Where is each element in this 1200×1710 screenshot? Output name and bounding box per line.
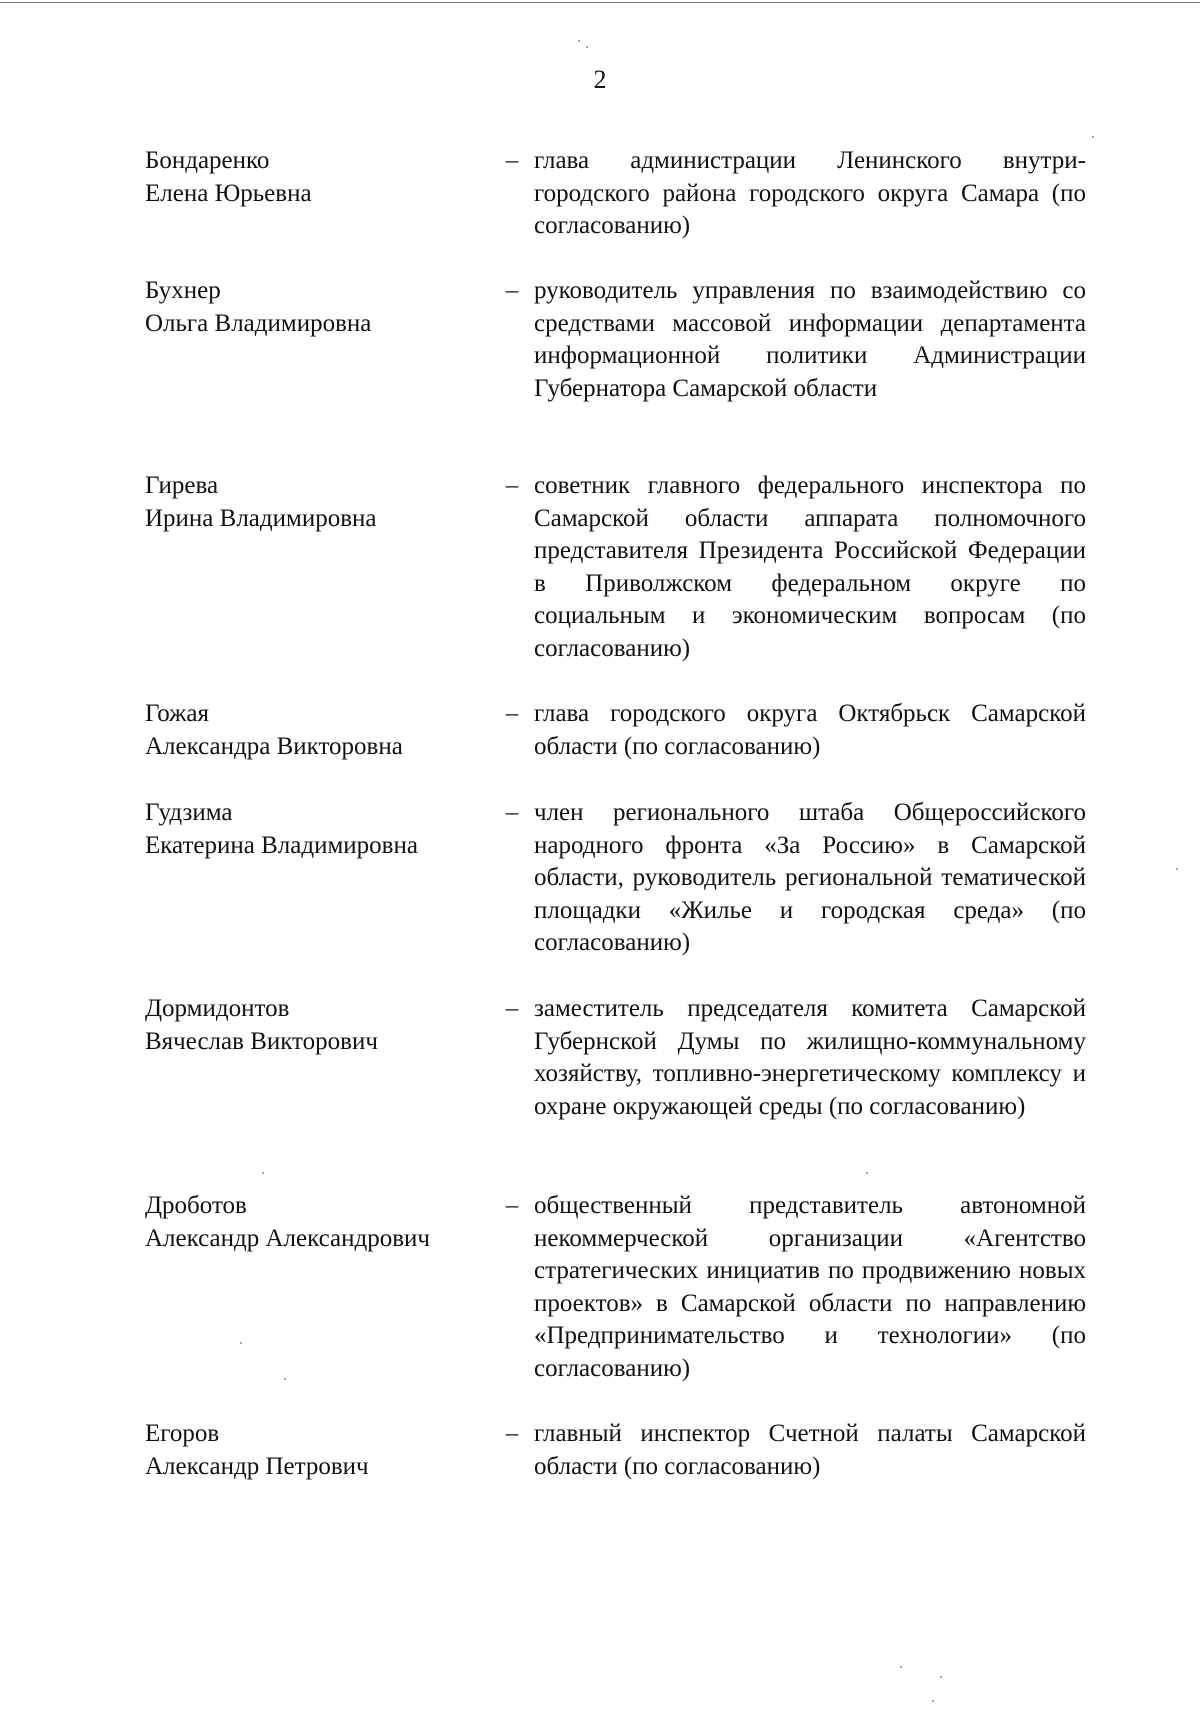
member-surname: Бондаренко <box>145 147 270 174</box>
member-name <box>145 797 485 862</box>
member-role: советник главного федерального инспектора по Самарской области аппарата полномочного представителя Президента Российской Федерации в Приволжском федеральном округе по социальным и экономическим вопросам (по согласованию) <box>534 472 1086 662</box>
member-surname: Гирева <box>145 472 219 499</box>
dash: – <box>505 799 519 826</box>
scan-speck <box>284 1378 286 1380</box>
member-surname: Гожая <box>145 700 210 727</box>
member-name <box>145 993 485 1058</box>
dash: – <box>505 1192 519 1219</box>
member-given-names: Александр Петрович <box>145 1452 369 1480</box>
member-given-names: Александр Александрович <box>145 1224 430 1252</box>
scan-speck <box>1176 868 1178 870</box>
member-surname: Бухнер <box>145 277 221 304</box>
scan-speck <box>866 1172 868 1174</box>
member-role: руководитель управления по взаимодействию со средствами массовой информации департамента информационной политики Администрации Губернатора Самарской области <box>534 277 1086 402</box>
dash: – <box>505 277 519 304</box>
scan-speck <box>940 1676 942 1678</box>
scan-speck <box>586 46 588 48</box>
dash: – <box>505 995 519 1022</box>
member-surname: Егоров <box>145 1420 220 1447</box>
member-given-names: Ольга Владимировна <box>145 309 372 337</box>
scan-top-edge <box>0 2 1200 3</box>
member-name <box>145 275 485 340</box>
member-surname: Гудзима <box>145 799 233 826</box>
member-name <box>145 145 485 210</box>
member-given-names: Ирина Владимировна <box>145 504 377 532</box>
member-role: заместитель председателя комитета Самарской Губернской Думы по жилищно-коммунальному хозяйству, топливно-энергетическому комплексу и охране окружающей среды (по согласованию) <box>534 995 1086 1120</box>
scan-speck <box>578 40 580 42</box>
scan-speck <box>932 1700 934 1702</box>
member-name <box>145 1190 485 1255</box>
member-surname: Дормидонтов <box>145 995 290 1022</box>
dash: – <box>505 700 519 727</box>
member-name <box>145 1418 485 1483</box>
member-surname: Дроботов <box>145 1192 247 1219</box>
member-given-names: Вячеслав Викторович <box>145 1027 378 1055</box>
member-given-names: Екатерина Владимировна <box>145 831 418 859</box>
scan-speck <box>262 1172 264 1174</box>
dash: – <box>505 147 519 174</box>
member-role: главный инспектор Счетной палаты Самарской области (по согласованию) <box>534 1420 1086 1480</box>
member-name <box>145 470 485 535</box>
member-role: глава городского округа Октябрьск Самарской области (по согласованию) <box>534 700 1086 760</box>
member-role: глава администрации Ленинского внутри-городского района городского округа Самара (по согласованию) <box>534 147 1086 239</box>
member-given-names: Александра Викторовна <box>145 732 403 760</box>
dash: – <box>505 1420 519 1447</box>
scan-speck <box>1092 136 1094 138</box>
member-name <box>145 698 485 763</box>
member-given-names: Елена Юрьевна <box>145 179 312 207</box>
scan-speck <box>240 1342 242 1344</box>
dash: – <box>505 472 519 499</box>
page-number: 2 <box>593 65 607 94</box>
scan-speck <box>900 1666 902 1668</box>
member-role: член регионального штаба Общероссийского народного фронта «За Россию» в Самарской области, руководитель региональной тематической площадки «Жилье и городская среда» (по согласованию) <box>534 799 1086 956</box>
member-role: общественный представитель автономной некоммерческой организации «Агентство стратегических инициатив по продвижению новых проектов» в Самарской области по направлению «Предпринимательство и технологии» (по согласованию) <box>534 1192 1086 1382</box>
